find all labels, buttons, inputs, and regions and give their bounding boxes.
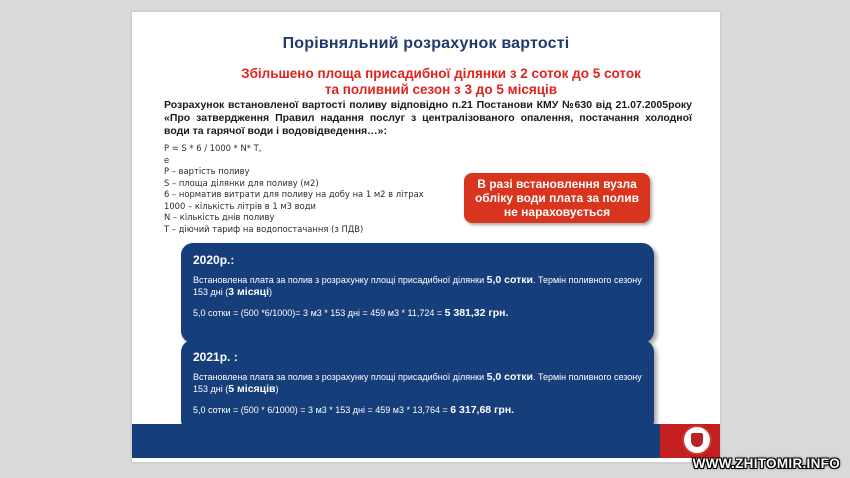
coat-of-arms-icon <box>682 425 712 455</box>
formula-line: е <box>164 154 170 165</box>
calc-result: 5 381,32 грн. <box>444 307 509 319</box>
footer-bar <box>132 424 720 458</box>
card-2021 <box>181 340 654 432</box>
subtitle-line-1: Збільшено площа присадибної ділянки з 2 соток до 5 соток <box>241 66 641 81</box>
card-year: 2020р.: <box>193 253 235 267</box>
season-months: 5 місяців <box>228 383 276 395</box>
slide-title: Порівняльний розрахунок вартості <box>282 35 570 52</box>
card-calculation: 5,0 сотки = (500 * 6/1000) = 3 м3 * 153 дні = 459 м3 * 13,764 = 6 317,68 грн. <box>193 404 515 416</box>
card-2020 <box>181 243 654 343</box>
formula-line: Т – діючий тариф на водопостачання (з ПДВ) <box>164 223 364 234</box>
subtitle-line-2: та поливний сезон з 3 до 5 місяців <box>324 82 558 97</box>
slide-subtitle <box>192 66 690 98</box>
formula-line: N – кількість днів поливу <box>164 212 275 222</box>
calculation-intro: Розрахунок встановленої вартості поливу відповідно п.21 Постанови КМУ №630 від 21.07.2005року «Про затвердження Правил надання послуг з централізованого опалення, постачання холодної води та гарячої води і водовідведення…»: <box>164 99 692 137</box>
season-months: 3 місяці <box>228 286 270 298</box>
footer-divider <box>132 458 720 462</box>
calc-result: 6 317,68 грн. <box>450 404 515 416</box>
formula-legend <box>164 143 464 235</box>
card-description: Встановлена плата за полив з розрахунку площі присадибної ділянки 5,0 сотки. Термін поливного сезону 153 дні (5 місяців) <box>193 371 642 395</box>
meter-notice-box: В разі встановлення вузла обліку води плата за полив не нараховується <box>464 173 650 223</box>
presentation-slide <box>132 12 720 462</box>
area-value: 5,0 сотки <box>486 274 533 286</box>
formula-line: Р = S * 6 / 1000 * N* Т, <box>164 143 262 153</box>
formula-line: 1000 – кількість літрів в 1 м3 води <box>164 200 316 211</box>
card-calculation: 5,0 сотки = (500 *6/1000)= 3 м3 * 153 дні = 459 м3 * 11,724 = 5 381,32 грн. <box>193 307 509 319</box>
card-year: 2021р. : <box>193 350 238 364</box>
area-value: 5,0 сотки <box>486 371 533 383</box>
formula-line: S – площа ділянки для поливу (м2) <box>164 177 319 188</box>
site-watermark: WWW.ZHITOMIR.INFO <box>692 456 840 471</box>
formula-line: Р – вартість поливу <box>164 166 250 176</box>
formula-line: 6 – норматив витрати для поливу на добу на 1 м2 в літрах <box>164 189 424 199</box>
card-description: Встановлена плата за полив з розрахунку площі присадибної ділянки 5,0 сотки. Термін поливного сезону 153 дні (3 місяці) <box>193 274 642 298</box>
